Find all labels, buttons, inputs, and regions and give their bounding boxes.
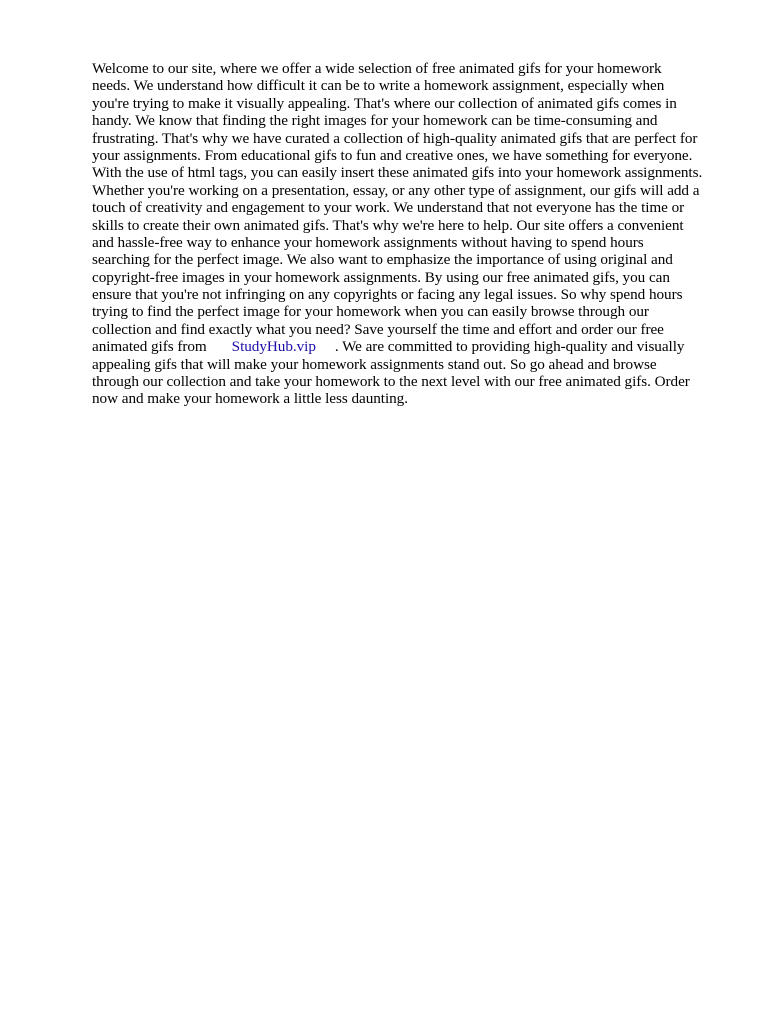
paragraph-line: you're trying to make it visually appealing. That's where our collection of animated gifs comes in bbox=[92, 94, 677, 112]
paragraph-line: touch of creativity and engagement to your work. We understand that not everyone has the time or bbox=[92, 199, 685, 217]
paragraph-line: and hassle-free way to enhance your homework assignments without having to spend hours bbox=[92, 233, 644, 251]
studyhub-link[interactable]: StudyHub.vip bbox=[231, 338, 316, 356]
paragraph-line: copyright-free images in your homework assignments. By using our free animated gifs, you can bbox=[92, 268, 670, 286]
paragraph-line-with-link bbox=[92, 338, 726, 355]
paragraph-line: ensure that you're not infringing on any copyrights or facing any legal issues. So why spend hours bbox=[92, 286, 683, 304]
paragraph-line: frustrating. That's why we have curated a collection of high-quality animated gifs that are perfect for bbox=[92, 129, 698, 147]
paragraph-line: appealing gifs that will make your homework assignments stand out. So go ahead and browse bbox=[92, 355, 657, 373]
link-suffix: . We are committed to providing high-quality and visually bbox=[334, 338, 685, 356]
paragraph-line: your assignments. From educational gifs to fun and creative ones, we have something for everyone. bbox=[92, 146, 693, 164]
paragraph-line: Welcome to our site, where we offer a wide selection of free animated gifs for your homework bbox=[92, 60, 662, 77]
paragraph-line: needs. We understand how difficult it can be to write a homework assignment, especially when bbox=[92, 77, 665, 95]
paragraph-line: searching for the perfect image. We also want to emphasize the importance of using original and bbox=[92, 251, 673, 269]
paragraph-line: now and make your homework a little less daunting. bbox=[92, 390, 408, 408]
paragraph-line: collection and find exactly what you need? Save yourself the time and effort and order our free bbox=[92, 320, 664, 338]
paragraph-line: With the use of html tags, you can easily insert these animated gifs into your homework assignments. bbox=[92, 164, 703, 182]
paragraph-line: handy. We know that finding the right images for your homework can be time-consuming and bbox=[92, 112, 658, 130]
paragraph-line: skills to create their own animated gifs. That's why we're here to help. Our site offers a convenient bbox=[92, 216, 684, 234]
document-body bbox=[92, 60, 726, 408]
link-prefix: animated gifs from bbox=[92, 338, 207, 356]
paragraph-line: through our collection and take your homework to the next level with our free animated gifs. Order bbox=[92, 373, 690, 391]
paragraph-line: Whether you're working on a presentation, essay, or any other type of assignment, our gifs will add a bbox=[92, 181, 700, 199]
paragraph-line: trying to find the perfect image for your homework when you can easily browse through our bbox=[92, 303, 649, 321]
